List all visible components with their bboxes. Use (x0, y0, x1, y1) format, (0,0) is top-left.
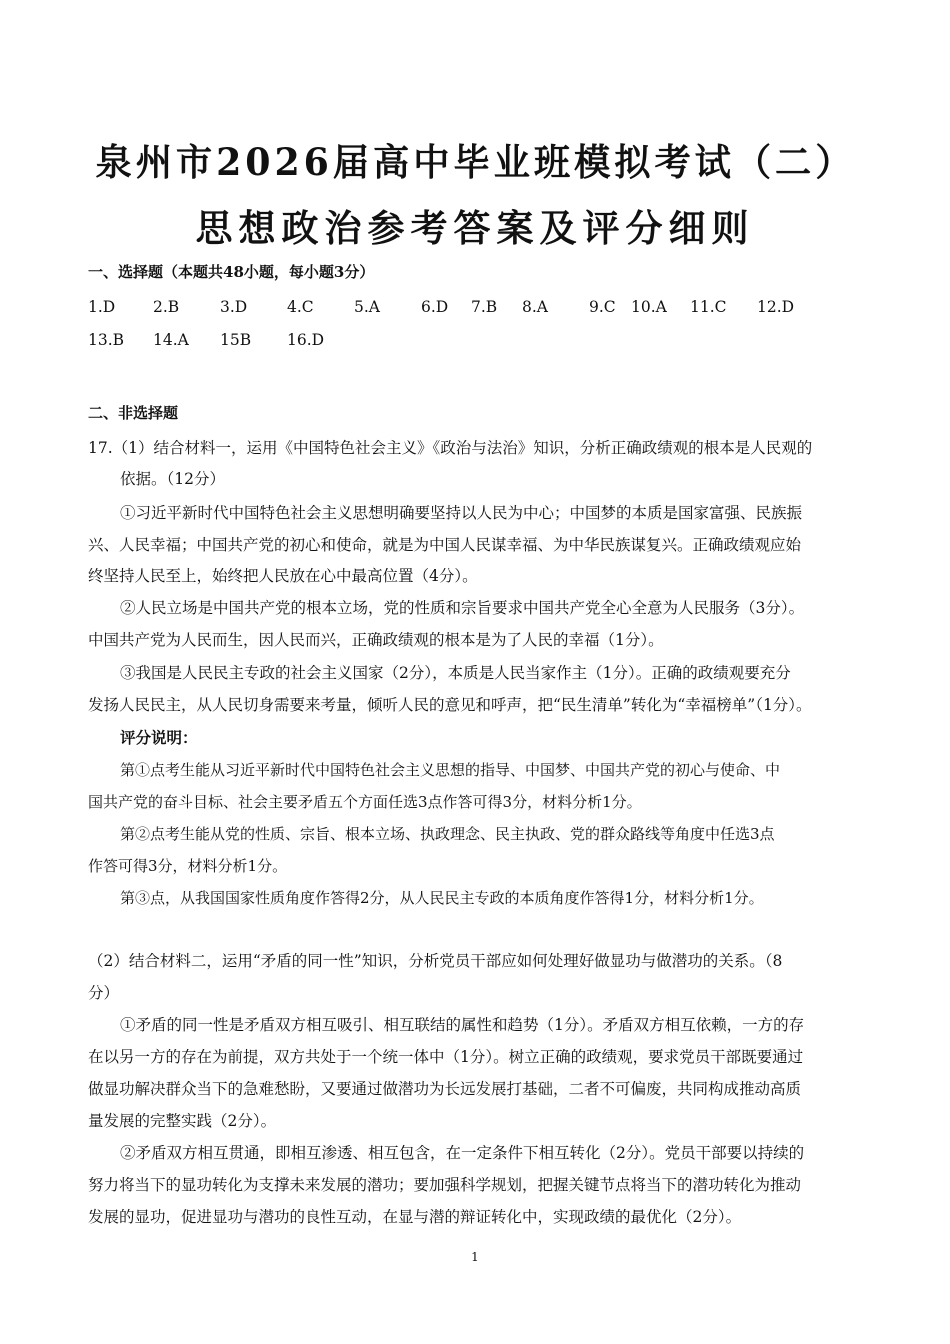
scoring-note-1-cont: 国共产党的奋斗目标、社会主要矛盾五个方面任选3点作答可得3分，材料分析1分。 (88, 793, 642, 811)
answer-point-1: ①习近平新时代中国特色社会主义思想明确要坚持以人民为中心；中国梦的本质是国家富强、民族振 (120, 504, 803, 522)
answer-9: 9.C (589, 298, 616, 316)
answer-4: 4.C (287, 298, 314, 316)
answer-11: 11.C (690, 298, 727, 316)
answer-point-1-cont: 兴、人民幸福；中国共产党的初心和使命，就是为中国人民谋幸福、为中华民族谋复兴。正确政绩观应始 (88, 536, 802, 554)
q17-2-point-1-cont: 在以另一方的存在为前提，双方共处于一个统一体中（1分）。树立正确的政绩观，要求党员干部既要通过 (88, 1048, 804, 1066)
scoring-heading: 评分说明： (120, 728, 198, 747)
scoring-note-2-cont: 作答可得3分，材料分析1分。 (88, 857, 288, 875)
page-subtitle: 思想政治参考答案及评分细则 (195, 206, 755, 250)
q17-2-point-1-cont: 做显功解决群众当下的急难愁盼，又要通过做潜功为长远发展打基础，二者不可偏废，共同构成推动高质 (88, 1080, 802, 1098)
answer-3: 3.D (220, 298, 248, 316)
answer-point-3-cont: 发扬人民民主，从人民切身需要来考量，倾听人民的意见和呼声，把“民生清单”转化为“幸福榜单”（1分）。 (88, 696, 812, 714)
answer-13: 13.B (88, 331, 125, 349)
answer-15: 15B (220, 331, 252, 349)
section1-heading: 一、选择题（本题共48小题，每小题3分） (88, 263, 375, 281)
answer-point-1-cont: 终坚持人民至上，始终把人民放在心中最高位置（4分）。 (88, 567, 478, 585)
q17-2-point-1-cont: 量发展的完整实践（2分）。 (88, 1112, 277, 1130)
scoring-note-3: 第③点，从我国国家性质角度作答得2分，从人民民主专政的本质角度作答得1分，材料分析1分。 (120, 889, 764, 907)
answer-12: 12.D (757, 298, 795, 316)
q17-2-point-2-cont: 努力将当下的显功转化为支撑未来发展的潜功；要加强科学规划，把握关键节点将当下的潜功转化为推动 (88, 1176, 802, 1194)
answer-point-3: ③我国是人民民主专政的社会主义国家（2分），本质是人民当家作主（1分）。正确的政绩观要充分 (120, 664, 791, 682)
page-title: 泉州市2026届高中毕业班模拟考试（二） (95, 140, 855, 184)
answer-2: 2.B (153, 298, 180, 316)
answer-8: 8.A (522, 298, 548, 316)
q17-1-question-cont: 依据。（12分） (120, 470, 225, 488)
answer-7: 7.B (471, 298, 498, 316)
q17-2-question: （2）结合材料二，运用“矛盾的同一性”知识，分析党员干部应如何处理好做显功与做潜功的关系。（8 (88, 952, 783, 970)
scoring-note-1: 第①点考生能从习近平新时代中国特色社会主义思想的指导、中国梦、中国共产党的初心与使命、中 (120, 761, 781, 779)
answer-1: 1.D (88, 298, 116, 316)
section2-heading: 二、非选择题 (88, 404, 179, 422)
q17-2-point-2-cont: 发展的显功，促进显功与潜功的良性互动，在显与潜的辩证转化中，实现政绩的最优化（2分）。 (88, 1208, 742, 1226)
q17-2-question-cont: 分） (88, 984, 120, 1002)
answer-point-2: ②人民立场是中国共产党的根本立场，党的性质和宗旨要求中国共产党全心全意为人民服务（3分）。 (120, 599, 805, 617)
answer-5: 5.A (354, 298, 380, 316)
scoring-note-2: 第②点考生能从党的性质、宗旨、根本立场、执政理念、民主执政、党的群众路线等角度中任选3点 (120, 825, 775, 843)
q17-2-point-1: ①矛盾的同一性是矛盾双方相互吸引、相互联结的属性和趋势（1分）。矛盾双方相互依赖，一方的存 (120, 1016, 805, 1034)
answer-point-2-cont: 中国共产党为人民而生，因人民而兴，正确政绩观的根本是为了人民的幸福（1分）。 (88, 631, 664, 649)
q17-2-point-2: ②矛盾双方相互贯通，即相互渗透、相互包含，在一定条件下相互转化（2分）。党员干部要以持续的 (120, 1144, 805, 1162)
answer-6: 6.D (421, 298, 449, 316)
q17-1-question: 17.（1）结合材料一，运用《中国特色社会主义》《政治与法治》知识，分析正确政绩观的根本是人民观的 (88, 439, 813, 457)
answer-14: 14.A (153, 331, 189, 349)
page-number: 1 (471, 1250, 479, 1264)
answer-16: 16.D (287, 331, 325, 349)
answer-10: 10.A (631, 298, 667, 316)
